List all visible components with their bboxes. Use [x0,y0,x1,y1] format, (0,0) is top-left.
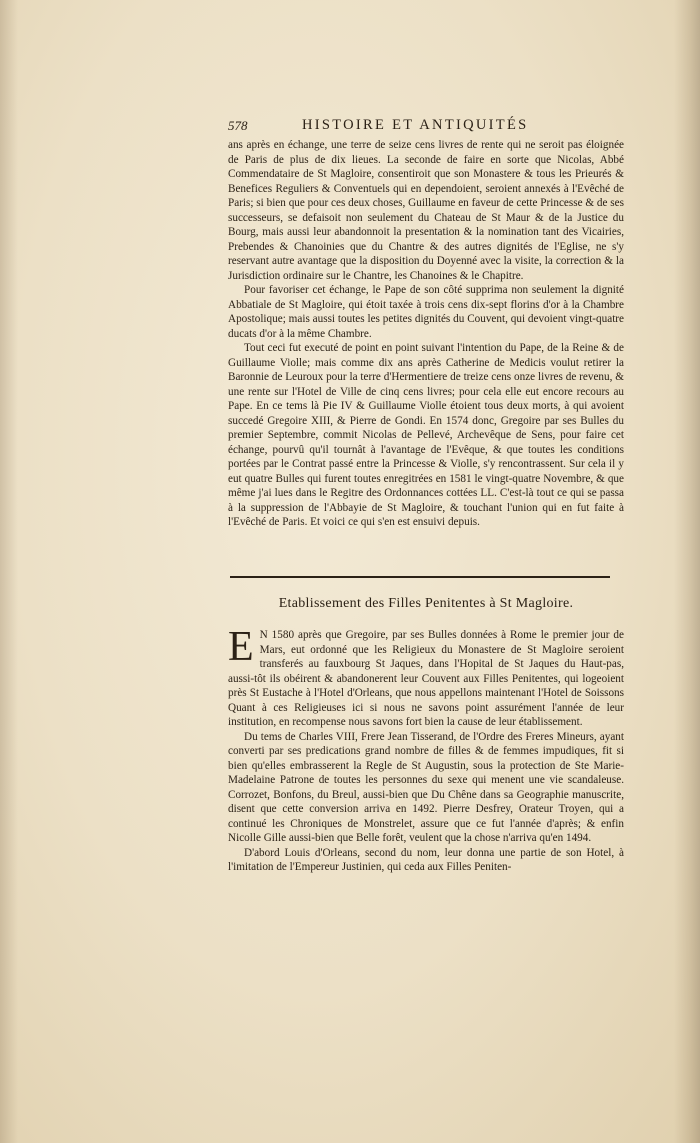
running-title: HISTOIRE ET ANTIQUITÉS [302,117,529,133]
drop-cap: E [228,624,254,670]
page-number: 578 [228,118,248,133]
page-shadow-left [0,0,18,1143]
paragraph-first-text: N 1580 après que Gregoire, par ses Bulles données à Rome le premier jour de Mars, eut ordonné que les Religieux du Monastere de St Magloire seroient transferés au fauxbourg St Jaques, dans l'Hopital de St Jaques du Haut-pas, aussi-tôt ils obéirent & abandonerent leur Couvent aux Filles Penitentes, qui logeoient près St Eustache à l'Hotel d'Orleans, que nous appellons maintenant l'Hotel de Soissons Quant à ces Religieuses ici si nous ne savons point assurément l'année de leur institution, en recompense nous savons fort bien la cause de leur établissement. [228,629,624,728]
paragraph-first [228,624,624,730]
section-text-block [228,624,624,875]
page-shadow-right [674,0,700,1143]
paragraph: Pour favoriser cet échange, le Pape de son côté supprima non seulement la dignité Abbatiale de St Magloire, qui étoit taxée à trois cens dix-sept florins d'or à la Chambre Apostolique; mais aussi toutes les petites dignités du Couvent, qui devoient vingt-quatre ducats d'or à la même Chambre. [228,284,624,340]
paragraph: Du tems de Charles VIII, Frere Jean Tisserand, de l'Ordre des Freres Mineurs, ayant converti par ses predications grand nombre de filles & de femmes impudiques, fit si bien qu'elles embrasserent la Regle de St Augustin, sous la protection de Ste Marie-Madelaine Patrone de toutes les personnes du sexe qui menent une vie scandaleuse. Corrozet, Bonfons, du Breul, aussi-bien que Du Chêne dans sa Geographie manuscrite, disent que cette conversion arriva en 1492. Pierre Desfrey, Orateur Troyen, qui a continué les Chroniques de Monstrelet, assure que ce fut l'année d'après; & enfin Nicolle Gille aussi-bien que Belle forêt, veulent que la chose n'arriva qu'en 1494. [228,730,624,844]
top-text-block [228,138,624,530]
section-divider [230,576,610,578]
page-header [228,118,628,138]
paragraph: D'abord Louis d'Orleans, second du nom, leur donna une partie de son Hotel, à l'imitation de l'Empereur Justinien, qui ceda aux Filles Peniten- [228,846,624,873]
paragraph-continuation: ans après en échange, une terre de seize cens livres de rente qui ne seroit pas éloignée de Paris de plus de dix lieues. La seconde de faire en sorte que Nicolas, Abbé Commendataire de St Magloire, consentiroit que son Monastere & tous les Prieurés & Benefices Reguliers & Conventuels qui en dependoient, seroient annexés à l'Evêché de Paris; si bien que pour ces deux choses, Guillaume en faveur de cette Princesse & de ses successeurs, se defaisoit non seulement du Chateau de St Maur & de la Justice du Bourg, mais aussi leur abandonnoit la presentation & la nomination tant des Vicairies, Prebendes & Chanoinies que du Chantre & des autres dignités de l'Eglise, ne s'y reservant autre avantage que la disposition du Doyenné avec la visite, la correction & la Jurisdiction ordinaire sur le Chantre, les Chanoines & le Chapitre. [228,139,624,282]
paragraph: Tout ceci fut executé de point en point suivant l'intention du Pape, de la Reine & de Guillaume Violle; mais comme dix ans après Catherine de Medicis voulut retirer la Baronnie de Leuroux pour la terre d'Hermentiere de treize cens onze livres de revenu, & une rente sur l'Hotel de Ville de cinq cens livres; pour cela elle eut encore recours au Pape. En ce tems là Pie IV & Guillaume Violle étoient tous deux morts, à qui avoient succedé Gregoire XIII, & Pierre de Gondi. En 1574 donc, Gregoire par ses Bulles du premier Septembre, commit Nicolas de Pellevé, Archevêque de Sens, pour faire cet échange, pourvû qu'il tournât à l'avantage de l'Evêque, & que toutes les conditions portées par le Contrat passé entre la Princesse & Violle, s'y rencontrassent. Sur cela il y eut quatre Bulles qui furent toutes enregitrées en 1581 le vingt-quatre Novembre, & que même j'ai lues dans le Regitre des Ordonnances cottées LL. C'est-là tout ce qui se passa à la suppression de l'Abbayie de St Magloire, & touchant l'union qui en fut faite à l'Evêché de Paris. Et voici ce qui s'en est ensuivi depuis. [228,342,624,528]
section-title: Etablissement des Filles Penitentes à St Magloire. [278,596,574,611]
